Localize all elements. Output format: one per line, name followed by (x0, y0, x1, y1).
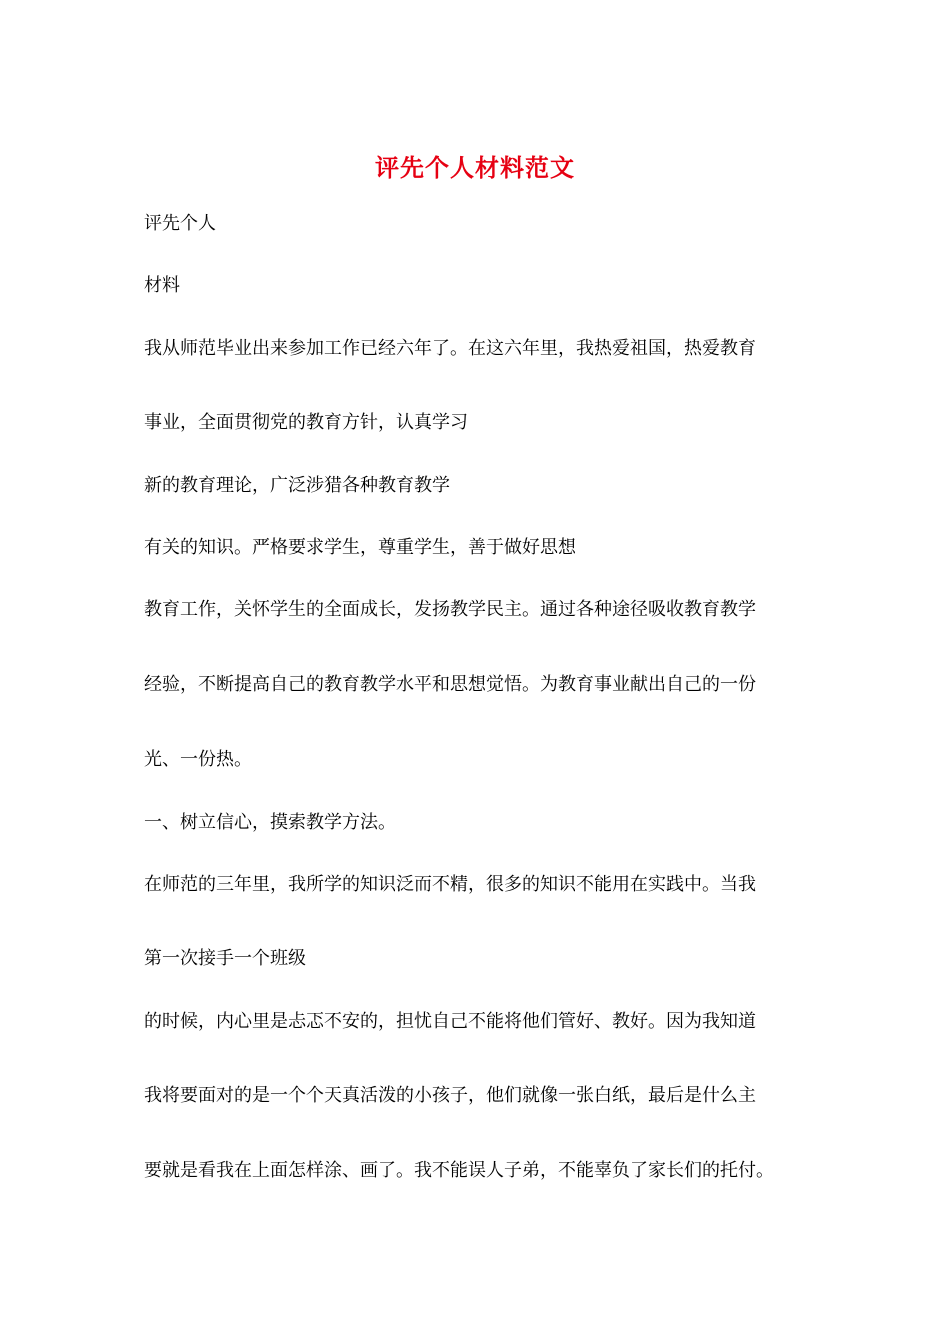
paragraph-line: 第一次接手一个班级 (144, 948, 306, 969)
paragraph-line: 新的教育理论，广泛涉猎各种教育教学 (144, 475, 450, 496)
paragraph-line: 材料 (144, 275, 180, 296)
document-title: 评先个人材料范文 (375, 153, 575, 182)
paragraph-line: 我从师范毕业出来参加工作已经六年了。在这六年里，我热爱祖国，热爱教育 (144, 338, 756, 359)
paragraph-line: 经验，不断提高自己的教育教学水平和思想觉悟。为教育事业献出自己的一份 (144, 674, 756, 695)
paragraph-line: 的时候，内心里是忐忑不安的，担忧自己不能将他们管好、教好。因为我知道 (144, 1011, 756, 1032)
paragraph-line: 光、一份热。 (144, 749, 252, 770)
paragraph-line: 教育工作，关怀学生的全面成长，发扬教学民主。通过各种途径吸收教育教学 (144, 599, 756, 620)
paragraph-line: 评先个人 (144, 213, 216, 234)
paragraph-line: 事业，全面贯彻党的教育方针，认真学习 (144, 412, 468, 433)
paragraph-line: 我将要面对的是一个个天真活泼的小孩子，他们就像一张白纸，最后是什么主 (144, 1085, 756, 1106)
paragraph-line: 要就是看我在上面怎样涂、画了。我不能误人子弟，不能辜负了家长们的托付。 (144, 1160, 774, 1181)
paragraph-line: 有关的知识。严格要求学生，尊重学生，善于做好思想 (144, 537, 576, 558)
paragraph-line: 在师范的三年里，我所学的知识泛而不精，很多的知识不能用在实践中。当我 (144, 874, 756, 895)
section-heading: 一、树立信心，摸索教学方法。 (144, 812, 396, 833)
